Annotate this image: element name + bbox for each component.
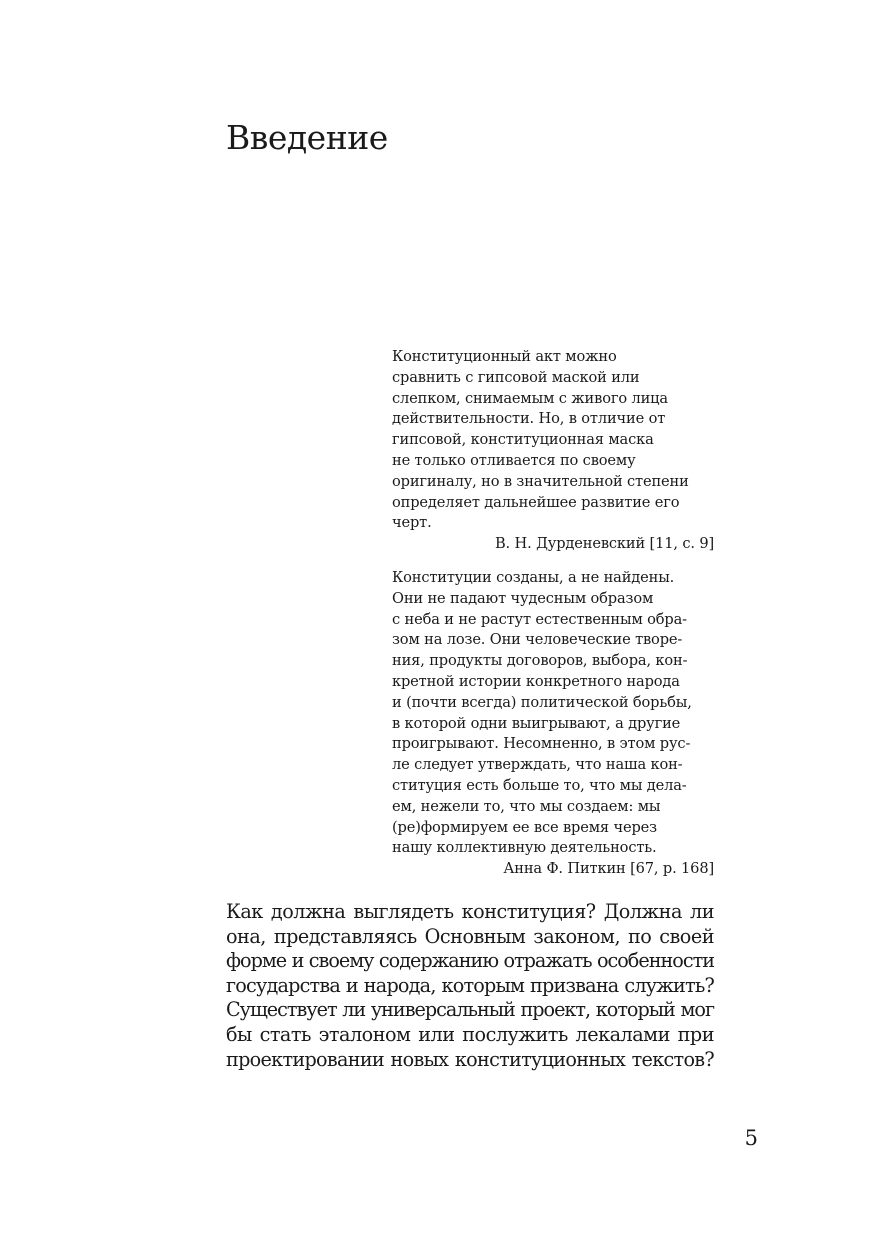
epigraph-line: ем, нежели то, что мы создаем: мы — [392, 797, 661, 815]
epigraph-line: не только отливается по своему — [392, 451, 636, 469]
epigraph-line: слепком, снимаемым с живого лица — [392, 389, 668, 407]
epigraph-line: сравнить с гипсовой маской или — [392, 368, 640, 386]
epigraph-line: оригиналу, но в значительной степени — [392, 472, 689, 490]
epigraph-line: определяет дальнейшее развитие его — [392, 493, 680, 511]
epigraph-attribution: Анна Ф. Питкин [67, p. 168] — [503, 860, 714, 878]
page-number: 5 — [744, 1126, 758, 1150]
epigraph-pitkin — [392, 568, 714, 880]
epigraph-line: ния, продукты договоров, выбора, кон- — [392, 652, 688, 670]
body-line: государства и народа, которым призвана служить? — [226, 973, 714, 997]
epigraph-line: черт. — [392, 514, 432, 532]
chapter-heading: Введение — [226, 118, 388, 157]
epigraph-line: гипсовой, конституционная маска — [392, 431, 654, 449]
epigraph-line: зом на лозе. Они человеческие творе- — [392, 631, 683, 649]
epigraph-line: с неба и не растут естественным обра- — [392, 610, 687, 628]
body-line: форме и своему содержанию отражать особенности — [226, 949, 714, 973]
body-line: Как должна выглядеть конституция? Должна ли — [226, 900, 714, 923]
body-paragraph — [226, 900, 714, 1072]
body-line: проектировании новых конституционных текстов? — [226, 1047, 714, 1071]
epigraph-line: Конституции созданы, а не найдены. — [392, 569, 675, 586]
epigraph-line: ституция есть больше то, что мы дела- — [392, 776, 687, 794]
epigraph-line: Конституционный акт можно — [392, 348, 617, 365]
epigraph-line: и (почти всегда) политической борьбы, — [392, 693, 692, 711]
body-line: она, представляясь Основным законом, по своей — [226, 924, 714, 948]
epigraph-durdenevsky — [392, 347, 714, 555]
body-line: Существует ли универсальный проект, который мог — [226, 998, 714, 1022]
epigraph-line: Они не падают чудесным образом — [392, 589, 654, 607]
epigraph-line: (ре)формируем ее все время через — [392, 818, 657, 836]
epigraph-line: проигрывают. Несомненно, в этом рус- — [392, 735, 691, 753]
body-line: бы стать эталоном или послужить лекалами при — [226, 1022, 714, 1046]
epigraph-line: кретной истории конкретного народа — [392, 672, 680, 690]
epigraph-line: действительности. Но, в отличие от — [392, 410, 666, 428]
epigraph-line: нашу коллективную деятельность. — [392, 839, 657, 857]
epigraph-attribution: В. Н. Дурденевский [11, с. 9] — [494, 535, 714, 553]
epigraph-line: в которой одни выигрывают, а другие — [392, 714, 681, 732]
epigraph-line: ле следует утверждать, что наша кон- — [392, 756, 683, 774]
